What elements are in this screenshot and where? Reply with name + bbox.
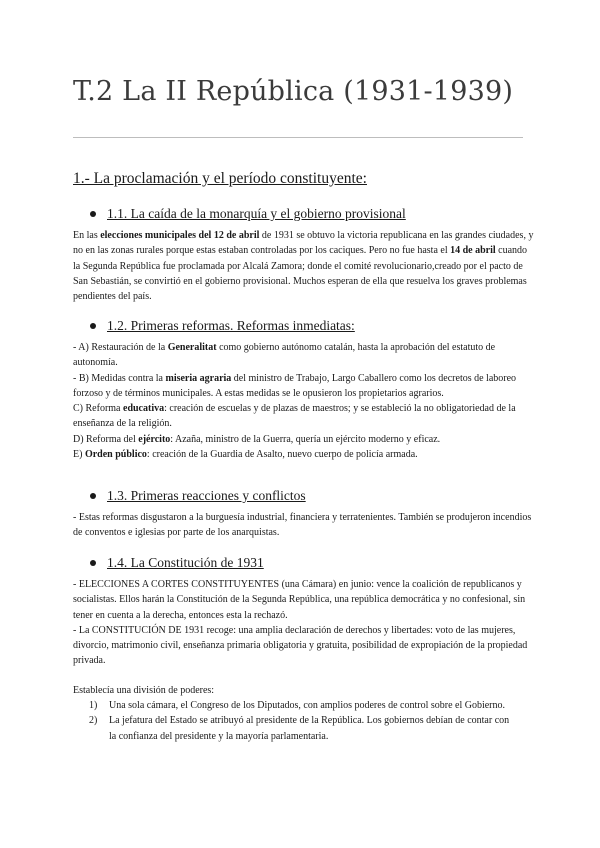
constitution-paragraph: - La CONSTITUCIÓN DE 1931 recoge: una amplia declaración de derechos y libertades: voto de las mujeres, divorcio, matrimonio civil, enseñanza primaria obligatoria y gratuita, posibilidad de expropiación de la propiedad privada.: [73, 624, 528, 667]
elections-paragraph: - ELECCIONES A CORTES CONSTITUYENTES (una Cámara) en junio: vence la coalición de republicanos y socialistas. Ellos harán la Constitución de la Segunda República, una república democrática y no confesional, sin tener en cuenta a la derecha, entonces esta la rechazó.: [73, 579, 526, 621]
reform-a: [73, 340, 535, 371]
subsection-heading-text: 1.3. Primeras reacciones y conflictos: [107, 488, 306, 503]
title-divider: [73, 137, 523, 138]
reform-b: [73, 371, 535, 402]
reform-d: [73, 432, 535, 447]
text-run: del ministro de Trabajo, Largo Caballero como los decretos de laboreo forzoso y de términos municipales. A estas medidas se le opusieron los propietarios agrarios.: [73, 372, 517, 399]
bold-text: ejército: [138, 433, 171, 445]
bullet-icon: [90, 323, 96, 329]
bold-text: Generalitat: [167, 342, 217, 353]
subsection-heading-1-3: [90, 488, 306, 504]
list-item-text: Una sola cámara, el Congreso de los Diputados, con amplios poderes de control sobre el Gobierno.: [109, 700, 506, 711]
text-run: cuando la Segunda República fue proclamada por Alcalá Zamora; donde el comité revolucionario,creado por el pacto de San Sebastián, se convirtió en el gobierno provisional. Muchos esperan de ella que resuelva los graves problemas pendientes del país.: [73, 245, 528, 303]
text-run: E): [73, 449, 85, 461]
bold-text: Orden público: [84, 449, 147, 461]
subsection-heading-1-1: [90, 206, 406, 222]
subsection-heading-1-2: [90, 318, 355, 334]
text-run: como gobierno autónomo catalán, hasta la aprobación del estatuto de autonomía.: [73, 342, 496, 369]
bullet-icon: [90, 211, 96, 217]
paragraph-1-4: [73, 577, 535, 669]
bullet-icon: [90, 560, 96, 566]
paragraph-text: [73, 228, 535, 304]
list-item: [73, 698, 513, 713]
text-run: D) Reforma del: [73, 433, 139, 445]
bold-text: elecciones municipales del 12 de abril: [100, 230, 260, 241]
reform-c: [73, 401, 535, 432]
list-number: 1): [89, 700, 98, 711]
paragraph-1-1: [73, 228, 535, 304]
text-run: - B) Medidas contra la: [73, 372, 166, 384]
text-run: : creación de escuelas y de plazas de maestros; y se estableció la no obligatoriedad de la enseñanza de la religión.: [73, 403, 516, 430]
section-heading-1: 1.- La proclamación y el período constituyente:: [73, 170, 367, 187]
text-run: : creación de la Guardia de Asalto, nuevo cuerpo de policía armada.: [146, 449, 418, 461]
bold-text: 14 de abril: [450, 245, 496, 257]
list-number: 2): [89, 715, 98, 727]
bold-text: educativa: [123, 403, 165, 415]
subsection-heading-1-4: [90, 555, 264, 571]
bold-text: miseria agraria: [165, 372, 232, 384]
subsection-heading-text: 1.4. La Constitución de 1931: [107, 555, 264, 570]
list-item: [73, 713, 513, 744]
text-run: : Azaña, ministro de la Guerra, quería un ejército moderno y eficaz.: [170, 433, 441, 445]
reform-e: [73, 447, 535, 462]
subsection-heading-text: 1.1. La caída de la monarquía y el gobierno provisional: [107, 206, 406, 221]
bullet-icon: [90, 493, 96, 499]
paragraph-text: Establecía una división de poderes:: [73, 685, 215, 696]
paragraph-text: - Estas reformas disgustaron a la burguesía industrial, financiera y terratenientes. También se produjeron incendios de conventos e iglesias por parte de los anarquistas.: [73, 512, 532, 539]
powers-intro: [73, 683, 535, 698]
paragraph-1-2: [73, 340, 535, 462]
text-run: En las: [73, 230, 101, 241]
document-title: T.2 La II República (1931-1939): [73, 76, 514, 107]
paragraph-1-3: [73, 510, 535, 541]
subsection-heading-text: 1.2. Primeras reformas. Reformas inmediatas:: [107, 318, 355, 333]
list-item-text: La jefatura del Estado se atribuyó al presidente de la República. Los gobiernos debían de contar con la confianza del presidente y la mayoría parlamentaria.: [109, 715, 510, 742]
text-run: de 1931 se obtuvo la victoria republicana en las grandes ciudades, y no en las zonas rurales porque estas estaban controladas por los caciques. Pero no fue hasta el: [73, 230, 534, 257]
text-run: C) Reforma: [73, 403, 123, 415]
powers-list: [73, 698, 513, 744]
text-run: - A) Restauración de la: [73, 342, 168, 353]
